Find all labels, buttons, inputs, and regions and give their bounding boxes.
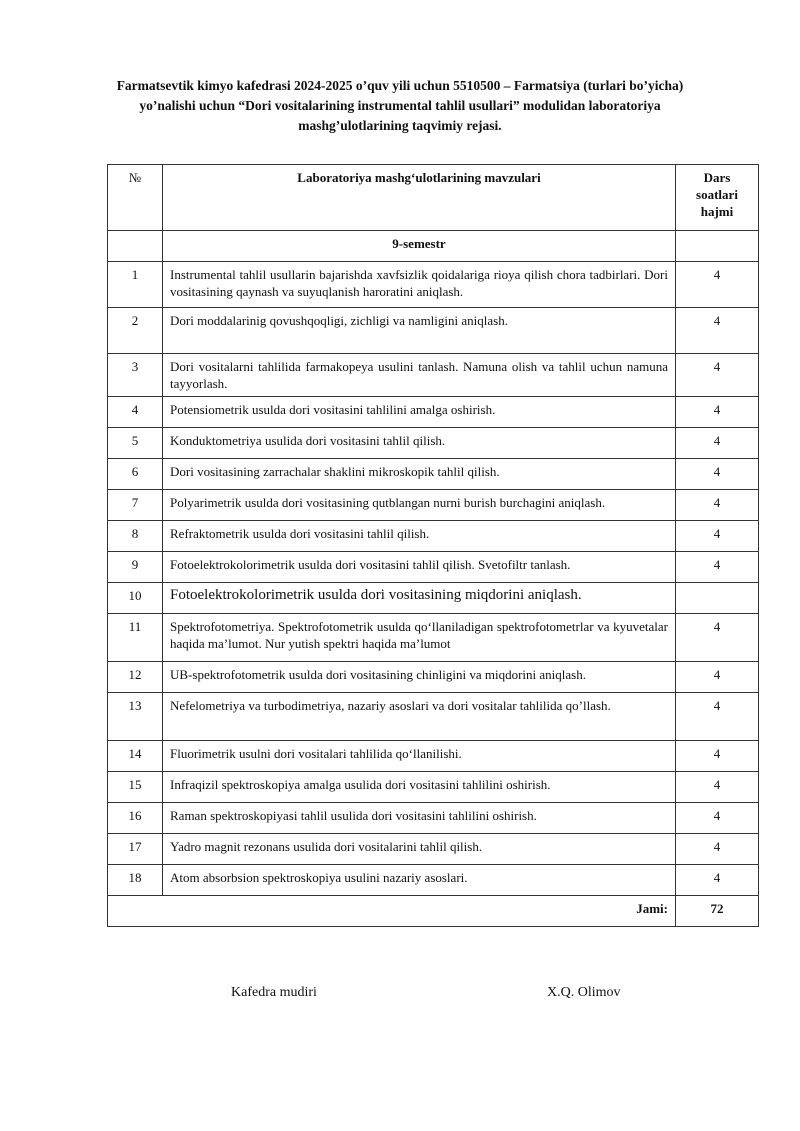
row-topic: Fotoelektrokolorimetrik usulda dori vositasini tahlil qilish. Svetofiltr tanlash. bbox=[163, 552, 676, 583]
row-number: 5 bbox=[108, 428, 163, 459]
row-number: 12 bbox=[108, 662, 163, 693]
row-hours: 4 bbox=[676, 397, 759, 428]
row-topic: Instrumental tahlil usullarin bajarishda xavfsizlik qoidalariga rioya qilish chora tadbirlari. Dori vositasining qaynash va suyuqlanish haroratini aniqlash. bbox=[163, 262, 676, 308]
signature-position: Kafedra mudiri bbox=[231, 985, 317, 1000]
total-label: Jami: bbox=[108, 896, 676, 927]
table-header-row bbox=[108, 165, 759, 231]
row-hours: 4 bbox=[676, 865, 759, 896]
row-hours: 4 bbox=[676, 614, 759, 662]
header-topic: Laboratoriya mashg‘ulotlarining mavzulari bbox=[163, 165, 676, 231]
row-number: 16 bbox=[108, 803, 163, 834]
row-number: 15 bbox=[108, 772, 163, 803]
table-row bbox=[108, 834, 759, 865]
table-row bbox=[108, 662, 759, 693]
row-hours: 4 bbox=[676, 262, 759, 308]
row-hours: 4 bbox=[676, 552, 759, 583]
row-hours: 4 bbox=[676, 834, 759, 865]
row-topic: Fotoelektrokolorimetrik usulda dori vositasining miqdorini aniqlash. bbox=[163, 583, 676, 614]
document-title: Farmatsevtik kimyo kafedrasi 2024-2025 o’quv yili uchun 5510500 – Farmatsiya (turlari bo’yicha) yo’nalishi uchun “Dori vositalarining instrumental tahlil usullari” modulidan laboratoriya mashg’ulotlarining taqvimiy rejasi. bbox=[116, 78, 684, 133]
row-topic: Spektrofotometriya. Spektrofotometrik usulda qo‘llaniladigan spektrofotometrlar va kyuvetalar haqida ma’lumot. Nur yutish spektri haqida ma’lumot bbox=[163, 614, 676, 662]
table-row bbox=[108, 308, 759, 354]
semester-empty-cell bbox=[108, 231, 163, 262]
row-topic: Fluorimetrik usulni dori vositalari tahlilida qo‘llanilishi. bbox=[163, 741, 676, 772]
table-row bbox=[108, 459, 759, 490]
row-topic: Polyarimetrik usulda dori vositasining qutblangan nurni burish burchagini aniqlash. bbox=[163, 490, 676, 521]
lab-schedule-table bbox=[107, 164, 759, 927]
row-topic: Potensiometrik usulda dori vositasini tahlilini amalga oshirish. bbox=[163, 397, 676, 428]
table-row bbox=[108, 262, 759, 308]
row-hours: 4 bbox=[676, 521, 759, 552]
row-number: 2 bbox=[108, 308, 163, 354]
row-number: 8 bbox=[108, 521, 163, 552]
row-hours: 4 bbox=[676, 662, 759, 693]
table-row bbox=[108, 772, 759, 803]
semester-row bbox=[108, 231, 759, 262]
row-hours: 4 bbox=[676, 308, 759, 354]
table-row bbox=[108, 490, 759, 521]
row-topic: Dori moddalarinig qovushqoqligi, zichligi va namligini aniqlash. bbox=[163, 308, 676, 354]
row-hours: 4 bbox=[676, 772, 759, 803]
row-number: 10 bbox=[108, 583, 163, 614]
row-topic: Raman spektroskopiyasi tahlil usulida dori vositasini tahlilini oshirish. bbox=[163, 803, 676, 834]
row-number: 1 bbox=[108, 262, 163, 308]
row-topic: Infraqizil spektroskopiya amalga usulida dori vositasini tahlilini oshirish. bbox=[163, 772, 676, 803]
row-number: 6 bbox=[108, 459, 163, 490]
row-number: 3 bbox=[108, 354, 163, 397]
row-hours: 4 bbox=[676, 803, 759, 834]
table-row bbox=[108, 354, 759, 397]
table-row bbox=[108, 614, 759, 662]
table-row bbox=[108, 865, 759, 896]
row-topic: Dori vositasining zarrachalar shaklini mikroskopik tahlil qilish. bbox=[163, 459, 676, 490]
row-number: 14 bbox=[108, 741, 163, 772]
row-hours: 4 bbox=[676, 428, 759, 459]
row-number: 17 bbox=[108, 834, 163, 865]
row-hours: 4 bbox=[676, 741, 759, 772]
table-row bbox=[108, 693, 759, 741]
total-row bbox=[108, 896, 759, 927]
row-topic: Yadro magnit rezonans usulida dori vositalarini tahlil qilish. bbox=[163, 834, 676, 865]
row-hours bbox=[676, 583, 759, 614]
table-row bbox=[108, 583, 759, 614]
row-number: 4 bbox=[108, 397, 163, 428]
table-row bbox=[108, 428, 759, 459]
table-row bbox=[108, 521, 759, 552]
row-topic: Nefelometriya va turbodimetriya, nazariy asoslari va dori vositalar tahlilida qo’llash. bbox=[163, 693, 676, 741]
table-row bbox=[108, 741, 759, 772]
header-number: № bbox=[108, 165, 163, 231]
row-topic: Konduktometriya usulida dori vositasini tahlil qilish. bbox=[163, 428, 676, 459]
row-topic: Dori vositalarni tahlilida farmakopeya usulini tanlash. Namuna olish va tahlil uchun namuna tayyorlash. bbox=[163, 354, 676, 397]
row-number: 18 bbox=[108, 865, 163, 896]
total-value: 72 bbox=[676, 896, 759, 927]
table-row bbox=[108, 552, 759, 583]
semester-label: 9-semestr bbox=[163, 231, 676, 262]
header-hours: Dars soatlari hajmi bbox=[676, 165, 759, 231]
row-hours: 4 bbox=[676, 490, 759, 521]
row-hours: 4 bbox=[676, 693, 759, 741]
row-number: 7 bbox=[108, 490, 163, 521]
row-topic: Atom absorbsion spektroskopiya usulini nazariy asoslari. bbox=[163, 865, 676, 896]
semester-empty-cell bbox=[676, 231, 759, 262]
row-number: 13 bbox=[108, 693, 163, 741]
row-topic: UB-spektrofotometrik usulda dori vositasining chinligini va miqdorini aniqlash. bbox=[163, 662, 676, 693]
row-number: 11 bbox=[108, 614, 163, 662]
table-row bbox=[108, 397, 759, 428]
signature-name: X.Q. Olimov bbox=[547, 985, 621, 1000]
row-topic: Refraktometrik usulda dori vositasini tahlil qilish. bbox=[163, 521, 676, 552]
row-number: 9 bbox=[108, 552, 163, 583]
row-hours: 4 bbox=[676, 459, 759, 490]
table-row bbox=[108, 803, 759, 834]
row-hours: 4 bbox=[676, 354, 759, 397]
